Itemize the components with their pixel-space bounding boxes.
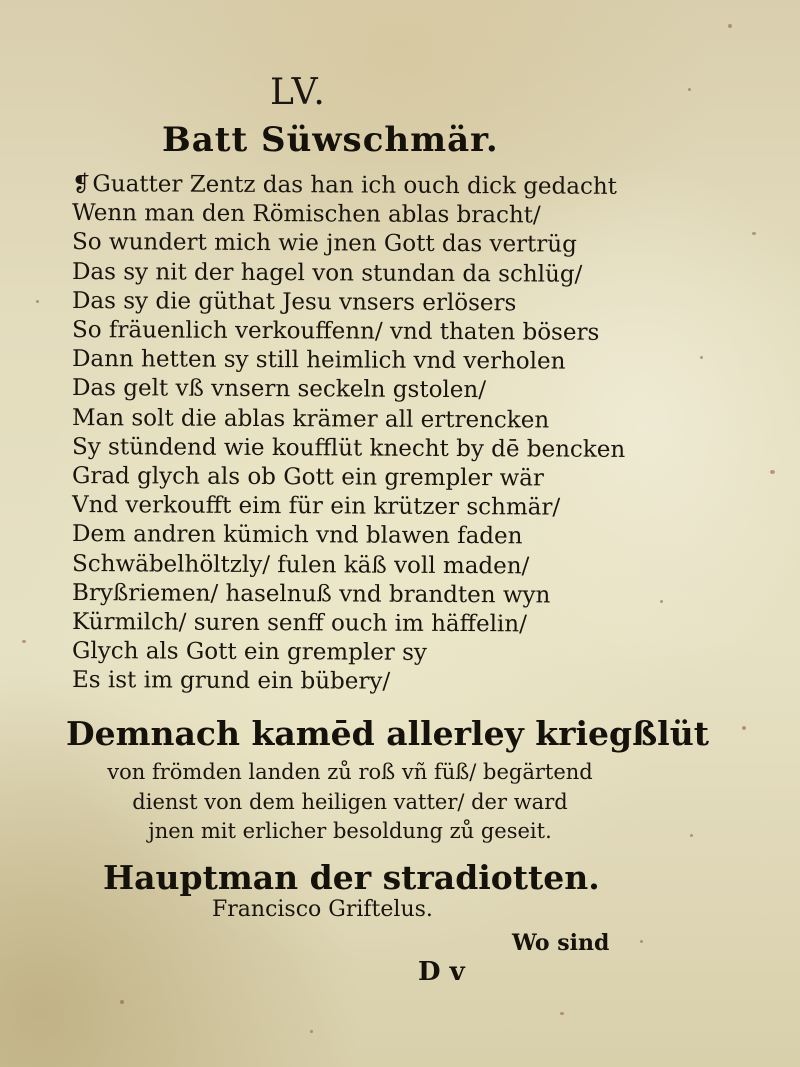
prose-line: dienst von dem heiligen vatter/ der ward xyxy=(132,789,568,814)
foxing-speck xyxy=(688,88,691,91)
verse-line: Wenn man den Römischen ablas bracht/ xyxy=(71,200,541,229)
prose-block xyxy=(70,758,630,847)
foxing-speck xyxy=(770,470,775,474)
foxing-speck xyxy=(560,1012,564,1015)
speaker-heading: Hauptman der stradiotten. xyxy=(103,858,600,897)
foxing-speck xyxy=(36,300,39,303)
foxing-speck xyxy=(660,600,663,603)
verse-line: Das sy nit der hagel von stundan da schlüg/ xyxy=(71,258,583,288)
verse-line: Vnd verkoufft eim für ein krützer schmär/ xyxy=(71,492,561,521)
foxing-speck xyxy=(120,1000,124,1004)
verse-line: Das sy die güthat Jesu vnsers erlösers xyxy=(71,287,517,317)
verse-line: ❡ Guatter Zentz das han ich ouch dick gedacht xyxy=(72,170,632,202)
signature-mark: D v xyxy=(418,957,465,987)
foxing-speck xyxy=(700,356,703,359)
foxing-speck xyxy=(690,834,693,837)
verse-line: Dem andren kümich vnd blawen faden xyxy=(71,521,523,550)
verse-line: Kürmilch/ suren senff ouch im häffelin/ xyxy=(71,609,527,638)
foxing-speck xyxy=(310,1030,313,1033)
verse-line: Bryßriemen/ haselnuß vnd brandten wyn xyxy=(71,579,551,609)
prose-line: von frömden landen zů roß vñ füß/ begärtend xyxy=(107,760,593,784)
speaker-heading: Batt Süwschmär. xyxy=(162,120,499,160)
prose-lead-line: Demnach kamēd allerley kriegßlüt xyxy=(66,714,709,753)
verse-line: Sy stündend wie koufflüt knecht by dē bencken xyxy=(71,433,626,463)
verse-line: Grad glych als ob Gott ein grempler wär xyxy=(71,463,544,492)
foxing-speck xyxy=(22,640,26,643)
folio-number: LV. xyxy=(270,72,327,113)
verse-line: Man solt die ablas krämer all ertrencken xyxy=(71,404,550,434)
speaker-name: Francisco Griftelus. xyxy=(212,897,433,922)
verse-line: Schwäbelhöltzly/ fulen käß voll maden/ xyxy=(71,550,530,580)
verse-line: Dann hetten sy still heimlich vnd verholen xyxy=(71,346,566,375)
verse-block xyxy=(72,170,632,696)
verse-line: Glych als Gott ein grempler sy xyxy=(71,638,428,667)
foxing-speck xyxy=(728,24,732,28)
foxing-speck xyxy=(742,726,746,730)
verse-line: So fräuenlich verkouffenn/ vnd thaten bösers xyxy=(71,317,600,346)
foxing-speck xyxy=(640,940,643,943)
prose-line: jnen mit erlicher besoldung zů geseit. xyxy=(148,819,552,843)
catchword: Wo sind xyxy=(512,930,610,956)
verse-line: So wundert mich wie jnen Gott das vertrüg xyxy=(71,229,577,259)
verse-line: Das gelt vß vnsern seckeln gstolen/ xyxy=(71,375,487,404)
verse-line: Es ist im grund ein bübery/ xyxy=(71,667,391,696)
foxing-speck xyxy=(752,232,756,235)
